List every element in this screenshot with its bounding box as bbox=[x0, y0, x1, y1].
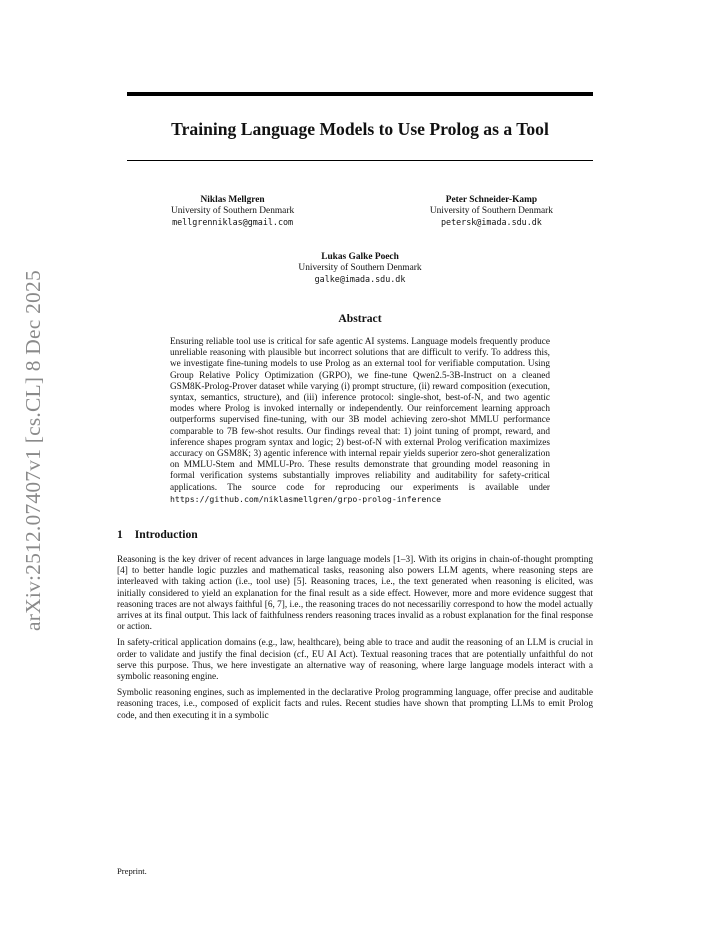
author-affiliation: University of Southern Denmark bbox=[171, 206, 295, 216]
section-title: Introduction bbox=[134, 528, 198, 542]
abstract-body bbox=[170, 337, 550, 506]
arxiv-identifier: arXiv:2512.07407v1 [cs.CL] 8 Dec 2025 bbox=[21, 270, 45, 632]
section-heading bbox=[117, 528, 593, 541]
body-paragraph: Symbolic reasoning engines, such as implemented in the declarative Prolog programming language, offer precise and auditable reasoning traces, i.e., composed of explicit facts and rules. Recent studies have shown that prompting LLMs to emit Prolog code, and then executing it in a symbolic bbox=[117, 688, 593, 721]
author-block bbox=[127, 252, 593, 285]
body-paragraph: Reasoning is the key driver of recent advances in large language models [1–3]. With its origins in chain-of-thought prompting [4] to better handle logic puzzles and mathematical tasks, reasoning also powers LLM agents, where reasoning steps are interleaved with taking action (i.e., tool use) [5]. Reasoning traces, i.e., the text generated when reasoning is elicited, was initially considered to yield an explanation for the final result as a side effect. However, more and more evidence suggest that reasoning traces are not always faithful [6, 7], i.e., the reasoning traces do not necessariliy correspond to how the model actually arrives at its final output. This lack of faithfulness renders reasoning traces invalid as a robust explanation for the final response or action. bbox=[117, 555, 593, 633]
body-paragraph: In safety-critical application domains (e.g., law, healthcare), being able to trace and audit the reasoning of an LLM is crucial in order to validate and justify the final decision (cf., EU AI Act). Textual reasoning traces that are potentially unfaithful do not serve this purpose. Thus, we here investigate an alternative way of reasoning, where large language models interact with a symbolic reasoning engine. bbox=[117, 638, 593, 683]
author-affiliation: University of Southern Denmark bbox=[298, 263, 422, 273]
author-name: Lukas Galke Poech bbox=[321, 252, 399, 262]
author-name: Peter Schneider-Kamp bbox=[445, 195, 538, 205]
paper-title: Training Language Models to Use Prolog as a Tool bbox=[171, 119, 549, 139]
author-block bbox=[171, 195, 294, 228]
author-email: petersk@imada.sdu.dk bbox=[441, 217, 542, 227]
abstract-heading: Abstract bbox=[338, 312, 382, 325]
source-code-link[interactable]: https://github.com/niklasmellgren/grpo-prolog-inference bbox=[170, 493, 442, 504]
author-affiliation: University of Southern Denmark bbox=[429, 206, 553, 216]
title-top-rule bbox=[127, 92, 593, 96]
author-email: galke@imada.sdu.dk bbox=[314, 274, 406, 284]
abstract-text: Ensuring reliable tool use is critical for safe agentic AI systems. Language models frequently produce unreliable reasoning with plausible but incorrect solutions that are difficult to verify. To address this, we investigate fine-tuning models to use Prolog as an external tool for verifiable computation. Using Group Relative Policy Optimization (GRPO), we fine-tune Qwen2.5-3B-Instruct on a cleaned GSM8K-Prolog-Prover dataset while varying (i) prompt structure, (ii) reward composition (execution, syntax, semantics, structure), and (iii) inference protocol: single-shot, best-of-N, and two agentic modes where Prolog is invoked internally or independently. Our reinforcement learning approach outperforms supervised fine-tuning, with our 3B model achieving zero-shot MMLU performance comparable to 7B few-shot results. Our findings reveal that: 1) joint tuning of prompt, reward, and inference shapes program syntax and logic; 2) best-of-N with external Prolog verification maximizes accuracy on GSM8K; 3) agentic inference with internal repair yields superior zero-shot generalization on MMLU-Stem and MMLU-Pro. These results demonstrate that grounding model reasoning in formal verification systems substantially improves reliability and auditability for safety-critical applications. The source code for reproducing our experiments is available under bbox=[170, 337, 550, 493]
title-bottom-rule bbox=[127, 160, 593, 161]
paper-page bbox=[117, 92, 593, 727]
preprint-footer: Preprint. bbox=[117, 866, 147, 876]
authors-row bbox=[127, 195, 593, 228]
author-name: Niklas Mellgren bbox=[200, 195, 265, 205]
author-email: mellgrenniklas@gmail.com bbox=[172, 217, 294, 227]
author-block bbox=[430, 195, 553, 228]
section-number: 1 bbox=[117, 528, 123, 542]
